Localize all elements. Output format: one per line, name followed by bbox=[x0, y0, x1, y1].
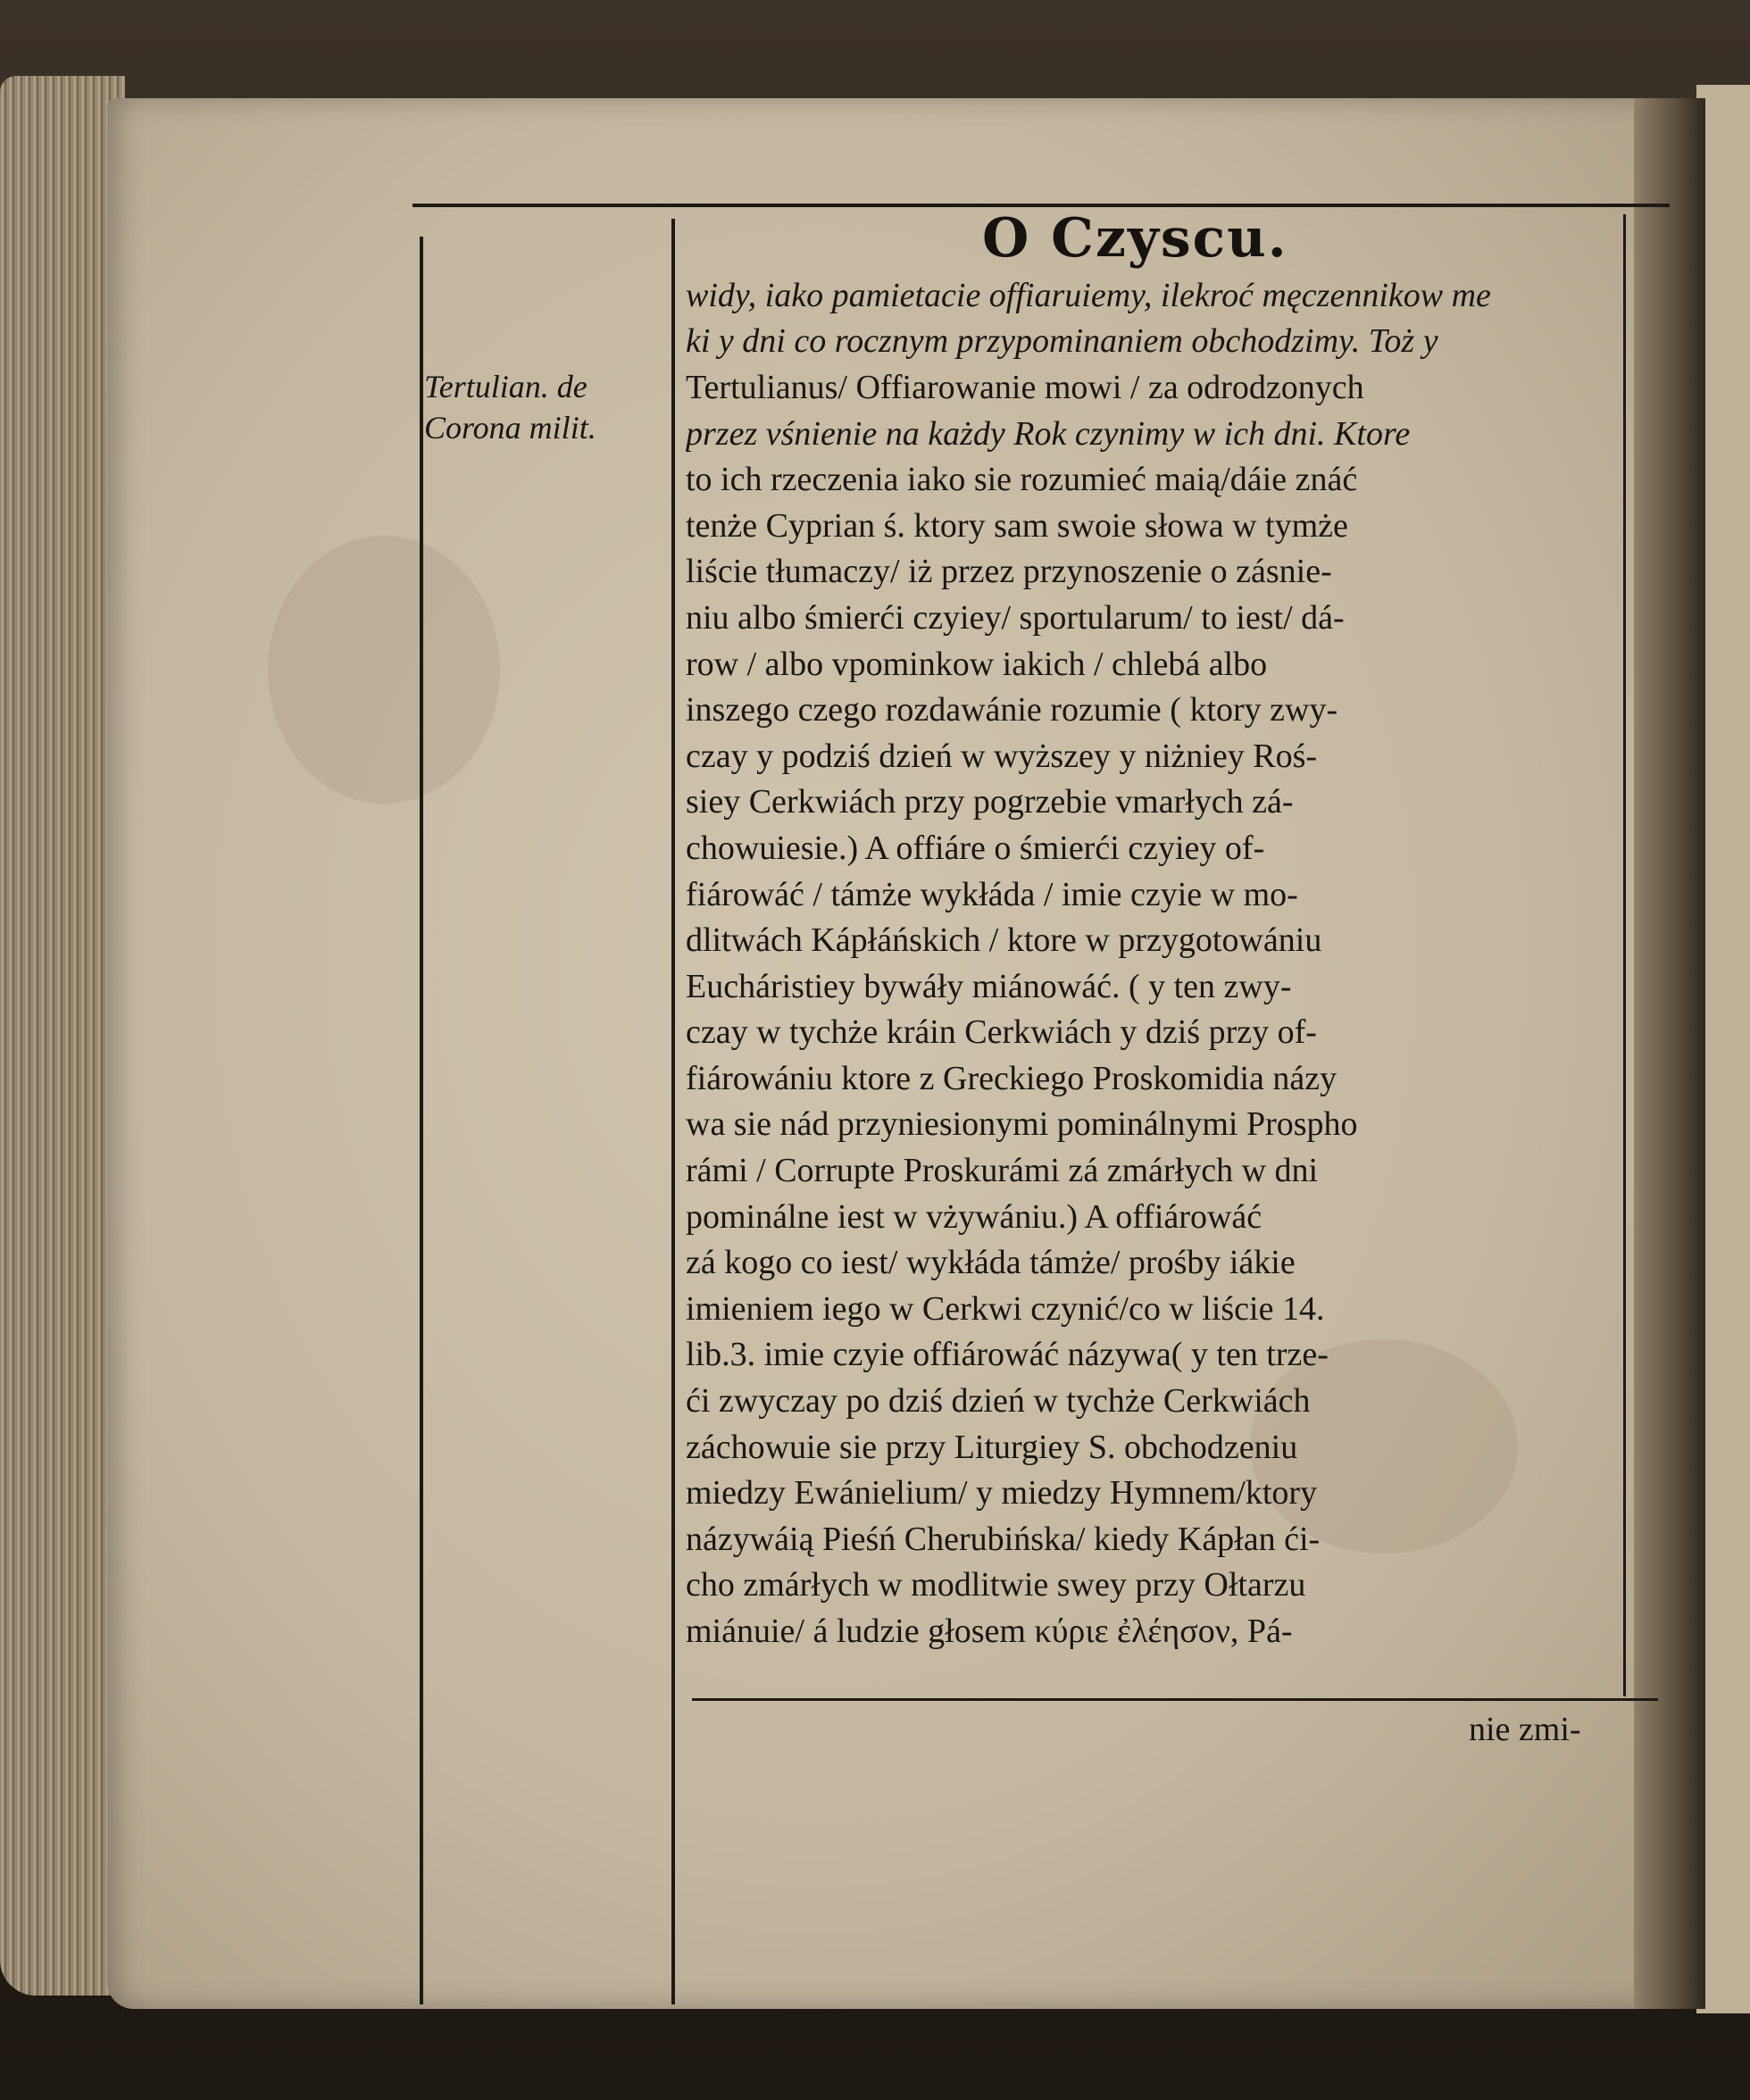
text-line: lib.3. imie czyie offiárowáć názywa( y ten trze- bbox=[686, 1336, 1329, 1374]
text-line: imieniem iego w Cerkwi czynić/co w liście 14. bbox=[686, 1289, 1325, 1328]
text-line: fiárowániu ktore z Greckiego Proskomidia názy bbox=[686, 1059, 1338, 1097]
text-line: przez vśnienie na każdy Rok czynimy w ich dni. Ktore bbox=[686, 414, 1411, 453]
text-line: miánuie/ á ludzie głosem κύριε ἐλέησον, Pá- bbox=[686, 1612, 1293, 1651]
text-line: Tertulianus/ Offiarowanie mowi / za odrodzonych bbox=[686, 368, 1364, 406]
text-line: pominálne iest w vżywániu.) A offiárowáć bbox=[686, 1197, 1262, 1236]
text-line: miedzy Ewánielium/ y miedzy Hymnem/ktory bbox=[686, 1474, 1318, 1512]
paper-stain bbox=[268, 536, 500, 804]
text-line: rámi / Corrupte Proskurámi zá zmárłych w dni bbox=[686, 1152, 1319, 1190]
margin-note bbox=[424, 366, 674, 448]
text-line: to ich rzeczenia iako sie rozumieć maią/dáie znáć bbox=[686, 461, 1358, 499]
bottom-rule bbox=[692, 1698, 1658, 1701]
text-line: cho zmárłych w modlitwie swey przy Ołtarzu bbox=[686, 1566, 1306, 1604]
text-line: row / albo vpominkow iakich / chlebá albo bbox=[686, 645, 1268, 683]
page-edges bbox=[0, 76, 125, 1996]
text-line: wa sie nád przyniesionymi pominálnymi Prospho bbox=[686, 1105, 1358, 1144]
text-line: tenże Cyprian ś. ktory sam swoie słowa w tymże bbox=[686, 506, 1348, 545]
text-line: zá kogo co iest/ wykłáda támże/ prośby iákie bbox=[686, 1244, 1296, 1282]
text-line: czay w tychże kráin Cerkwiách y dziś przy of- bbox=[686, 1013, 1317, 1052]
text-line: chowuiesie.) A offiáre o śmierći czyiey of- bbox=[686, 829, 1265, 867]
text-line: liście tłumaczy/ iż przez przynoszenie o zásnie- bbox=[686, 553, 1332, 591]
text-line: ki y dni co rocznym przypominaniem obchodzimy. Toż y bbox=[686, 322, 1438, 361]
running-head: O Czyscu. bbox=[982, 207, 1288, 270]
text-line: czay y podziś dzień w wyższey y niżniey Roś- bbox=[686, 737, 1318, 775]
text-line: siey Cerkwiách przy pogrzebie vmarłych zá- bbox=[686, 783, 1294, 821]
main-text bbox=[686, 272, 1654, 1654]
text-line: dlitwách Kápłáńskich / ktore w przygotowániu bbox=[686, 921, 1322, 960]
margin-note-line: Corona milit. bbox=[424, 410, 596, 446]
left-column-rule bbox=[420, 237, 423, 2004]
text-line: ći zwyczay po dziś dzień w tychże Cerkwiách bbox=[686, 1382, 1311, 1421]
text-line: názywáią Pieśń Cherubińska/ kiedy Kápłan ći- bbox=[686, 1520, 1321, 1558]
text-line: záchowuie sie przy Liturgiey S. obchodzeniu bbox=[686, 1428, 1298, 1466]
middle-column-rule bbox=[671, 219, 675, 2004]
text-line: Eucháristiey bywáły miánowáć. ( y ten zwy- bbox=[686, 967, 1292, 1005]
catchword: nie zmi- bbox=[1469, 1711, 1581, 1748]
margin-note-line: Tertulian. de bbox=[424, 369, 588, 404]
text-line: niu albo śmierći czyiey/ sportularum/ to iest/ dá- bbox=[686, 598, 1345, 637]
text-line: widy, iako pamietacie offiaruiemy, ilekroć męczennikow me bbox=[686, 276, 1491, 314]
text-line: fiárowáć / támże wykłáda / imie czyie w mo- bbox=[686, 875, 1298, 913]
text-line: inszego czego rozdawánie rozumie ( ktory zwy- bbox=[686, 691, 1338, 729]
